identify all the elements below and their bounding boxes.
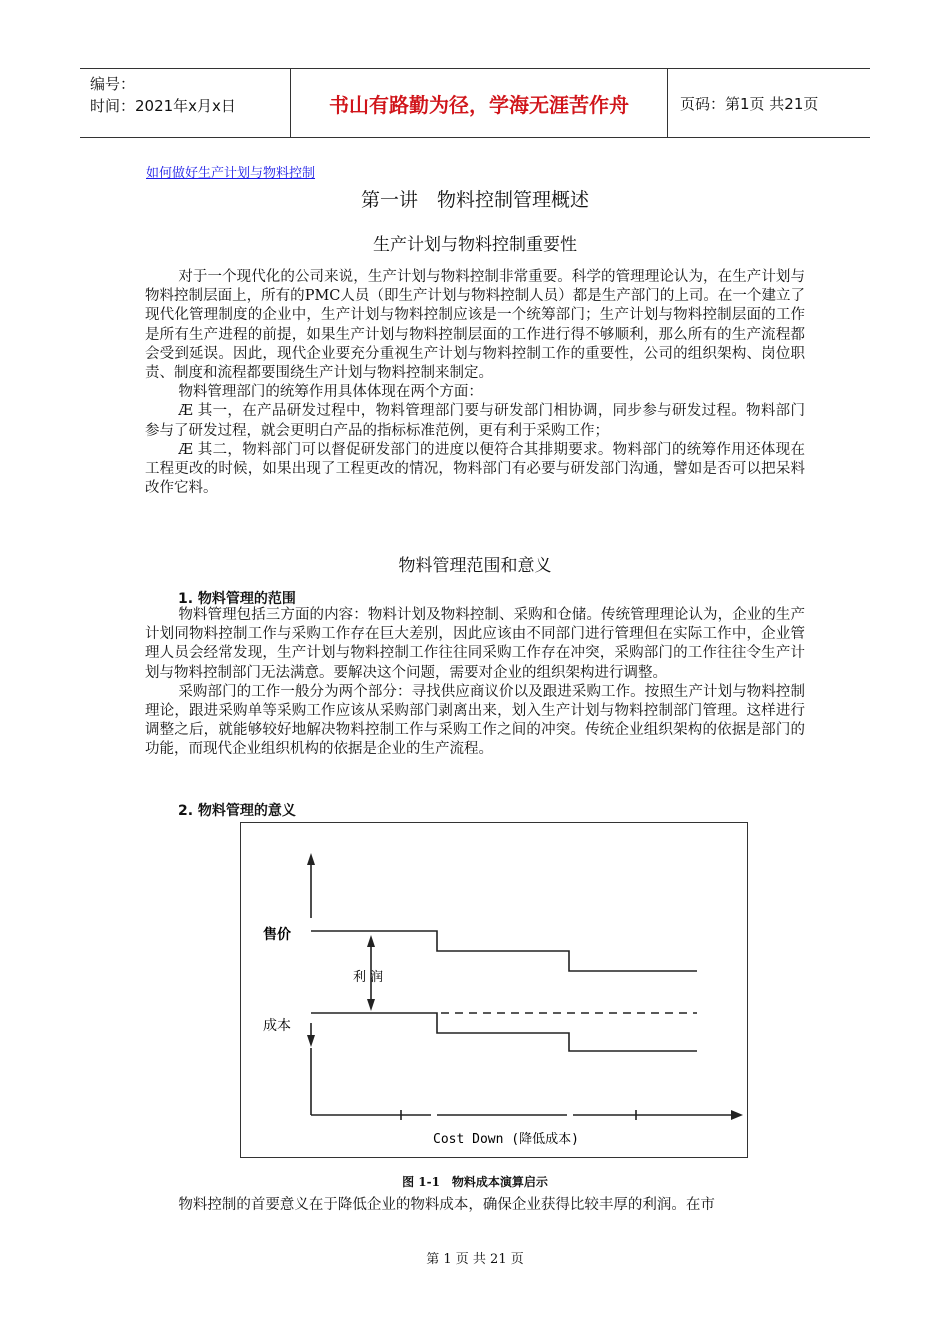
paragraph: 对于一个现代化的公司来说，生产计划与物料控制非常重要。科学的管理理论认为，在生产计划与物料控制层面上，所有的PMC人员（即生产计划与物料控制人员）都是生产部门的上司。在一个建立了现代化管理制度的企业中，生产计划与物料控制应该是一个统筹部门；生产计划与物料控制层面的工作是所有生产进程的前提，如果生产计划与物料控制层面的工作进行得不够顺利，那么所有的生产流程都会受到延误。因此，现代企业要充分重视生产计划与物料控制工作的重要性，公司的组织架构、岗位职责、制度和流程都要围绕生产计划与物料控制来制定。: [145, 269, 805, 382]
doc-link[interactable]: 如何做好生产计划与物料控制: [146, 166, 316, 181]
paragraph: Æ 其二，物料部门可以督促研发部门的进度以便符合其排期要求。物料部门的统筹作用还体现在工程更改的时候，如果出现了工程更改的情况，物料部门有必要与研发部门沟通，譬如是否可以把呆料改作它料。: [145, 441, 805, 497]
figure-caption: 图 1-1 物料成本演算启示: [402, 1175, 548, 1189]
page-title: 第一讲 物料控制管理概述: [360, 189, 589, 211]
page-header: [80, 68, 870, 138]
time-label: 时间：2021年x月x日: [90, 97, 236, 115]
subsection-title-meaning: 2. 物料管理的意义: [178, 803, 296, 819]
page-footer: 第 1 页 共 21 页: [426, 1252, 524, 1267]
section-title-importance: 生产计划与物料控制重要性: [373, 235, 577, 255]
header-motto: 书山有路勤为径，学海无涯苦作舟: [290, 69, 668, 137]
label-price: 售价: [263, 927, 291, 943]
paragraph: Æ 其一，在产品研发过程中，物料管理部门要与研发部门相协调，同步参与研发过程。物料部门参与了研发过程，就会更明白产品的指标标准范例，更有利于采购工作；: [145, 403, 805, 439]
profit-arrow-down: [367, 999, 375, 1011]
label-cost: 成本: [263, 1018, 291, 1034]
cost-diagram-svg: [241, 823, 747, 1157]
section2-body: [145, 606, 805, 760]
paragraph: 物料管理包括三方面的内容：物料计划及物料控制、采购和仓储。传统管理理论认为，企业的生产计划同物料控制工作与采购工作存在巨大差别，因此应该由不同部门进行管理但在实际工作中，企业管理人员会经常发现，生产计划与物料控制工作往往同采购工作存在冲突，采购部门的工作往往令生产计划与物料控制部门无法满意。要解决这个问题，需要对企业的组织架构进行调整。: [145, 607, 805, 681]
subsection-title-scope: 1. 物料管理的范围: [178, 591, 296, 607]
number-label: 编号：: [90, 75, 136, 93]
cost-down-arrow: [307, 1035, 315, 1047]
paragraph: 采购部门的工作一般分为两个部分：寻找供应商议价以及跟进采购工作。按照生产计划与物料控制理论，跟进采购单等采购工作应该从采购部门剥离出来，划入生产计划与物料控制部门管理。这样进行调整之后，就能够较好地解决物料控制工作与采购工作之间的冲突。传统企业组织架构的依据是部门的功能，而现代企业组织机构的依据是企业的生产流程。: [145, 683, 805, 758]
section3-body: [145, 1196, 805, 1215]
x-axis-arrow: [731, 1110, 743, 1120]
section-title-scope: 物料管理范围和意义: [398, 556, 552, 576]
axis-up-arrow: [307, 853, 315, 865]
section1-body: [145, 268, 805, 498]
cost-diagram: [240, 822, 748, 1158]
paragraph: 物料控制的首要意义在于降低企业的物料成本，确保企业获得比较丰厚的利润。在市: [178, 1197, 715, 1213]
price-line: [311, 931, 697, 971]
cost-line: [311, 1013, 697, 1051]
profit-arrow-up: [367, 935, 375, 947]
label-profit: 利 润: [353, 970, 384, 985]
paragraph: 物料管理部门的统筹作用具体体现在两个方面：: [178, 384, 483, 401]
header-meta: [80, 69, 290, 137]
label-costdown: Cost Down (降低成本): [433, 1132, 579, 1147]
header-page-info: 页码：第1页 共21页: [680, 94, 819, 113]
